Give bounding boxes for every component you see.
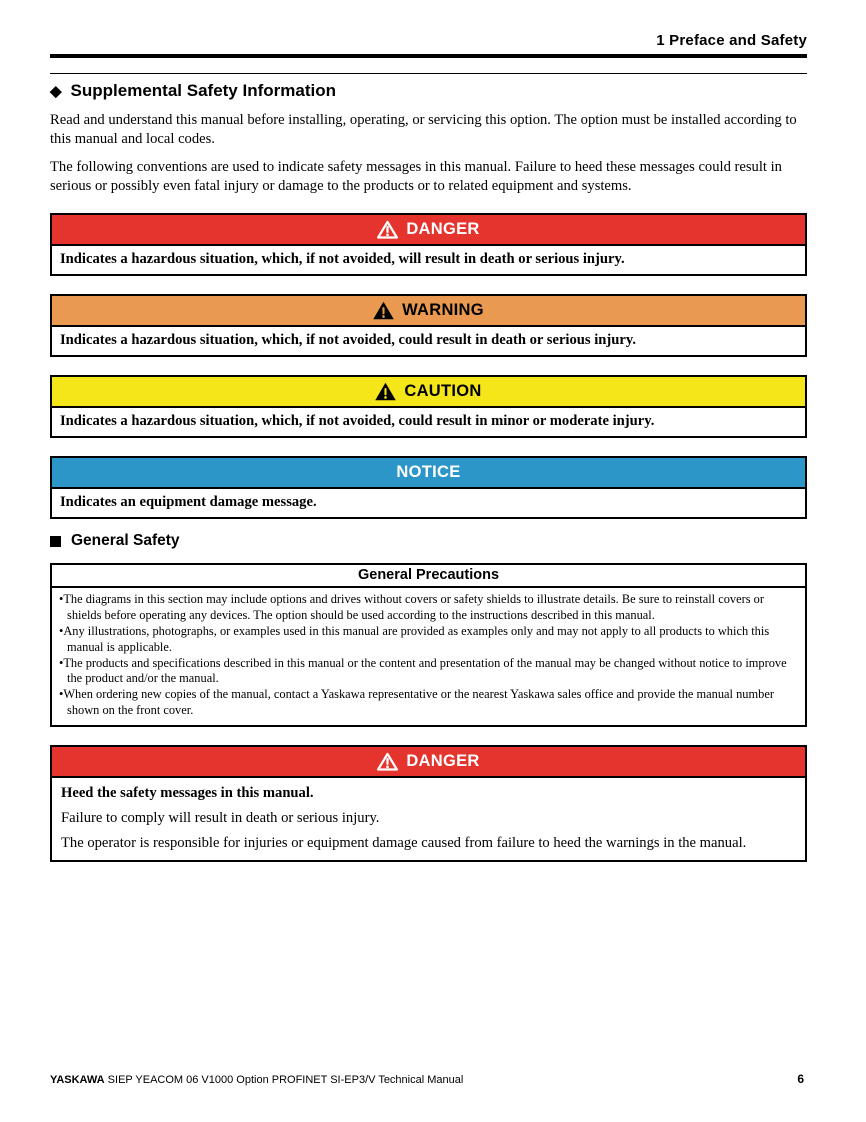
manual-title: SIEP YEACOM 06 V1000 Option PROFINET SI-EP3/V Technical Manual bbox=[107, 1074, 464, 1086]
section-top-rule bbox=[50, 73, 807, 74]
page-number: 6 bbox=[797, 1072, 804, 1086]
warning-alert-header bbox=[52, 296, 805, 327]
danger-alert-text bbox=[52, 778, 805, 860]
header-thick-rule bbox=[50, 54, 807, 58]
danger-alert-label: DANGER bbox=[406, 751, 480, 770]
notice-alert-text: Indicates an equipment damage message. bbox=[60, 494, 317, 511]
danger-alert-header bbox=[52, 747, 805, 778]
caution-alert-box bbox=[50, 375, 807, 438]
precautions-list bbox=[57, 592, 799, 718]
precaution-item: • The products and specifications described in this manual or the content and presentation of the manual may be changed without notice to improve the product and/or the manual. bbox=[57, 656, 799, 688]
caution-alert-header bbox=[52, 377, 805, 408]
page-content bbox=[50, 0, 807, 862]
danger-alert-text: Indicates a hazardous situation, which, if not avoided, will result in death or serious injury. bbox=[60, 251, 625, 268]
page-footer bbox=[50, 1072, 804, 1086]
warning-triangle-icon bbox=[373, 301, 394, 320]
caution-alert-text: Indicates a hazardous situation, which, if not avoided, could result in minor or moderate injury. bbox=[60, 413, 655, 430]
precaution-item: • When ordering new copies of the manual, contact a Yaskawa representative or the nearest Yaskawa sales office and provide the manual number shown on the front cover. bbox=[57, 687, 799, 719]
warning-alert-text: Indicates a hazardous situation, which, if not avoided, could result in death or serious injury. bbox=[60, 332, 636, 349]
precaution-item: • Any illustrations, photographs, or examples used in this manual are provided as examples only and may not apply to all products to which this manual is applicable. bbox=[57, 624, 799, 656]
caution-alert-label: CAUTION bbox=[404, 382, 482, 401]
danger-alert-label: DANGER bbox=[406, 220, 480, 239]
warning-triangle-icon bbox=[377, 220, 398, 239]
notice-alert-box bbox=[50, 456, 807, 519]
running-header bbox=[50, 0, 807, 49]
brand-name: YASKAWA bbox=[50, 1074, 105, 1086]
general-precautions-body bbox=[52, 588, 805, 724]
precaution-item: • The diagrams in this section may include options and drives without covers or safety shields to illustrate details. Be sure to reinstall covers or shields before operating any devices. The option should be used according to the instructions described in this manual. bbox=[57, 592, 799, 624]
diamond-bullet-icon: ◆ bbox=[50, 82, 62, 100]
intro-paragraph: Read and understand this manual before installing, operating, or servicing this option. The option must be installed according to this manual and local codes. bbox=[50, 112, 797, 147]
danger-detail-line: The operator is responsible for injuries or equipment damage caused from failure to heed the warnings in the manual. bbox=[61, 834, 747, 851]
notice-alert-label: NOTICE bbox=[396, 463, 461, 482]
danger-alert-box bbox=[50, 213, 807, 276]
warning-triangle-icon bbox=[375, 382, 396, 401]
general-precautions-box bbox=[50, 563, 807, 726]
general-safety-label: General Safety bbox=[71, 532, 180, 550]
square-bullet-icon bbox=[50, 536, 61, 547]
notice-alert-header bbox=[52, 458, 805, 489]
warning-alert-label: WARNING bbox=[402, 301, 484, 320]
warning-alert-box bbox=[50, 294, 807, 357]
chapter-title: 1 Preface and Safety bbox=[656, 32, 807, 49]
danger-lead-line: Heed the safety messages in this manual. bbox=[61, 784, 314, 801]
danger-alert-box bbox=[50, 745, 807, 862]
danger-detail-line: Failure to comply will result in death or serious injury. bbox=[61, 809, 380, 826]
general-precautions-title: General Precautions bbox=[52, 565, 805, 588]
intro-paragraph: The following conventions are used to indicate safety messages in this manual. Failure to heed these messages could result in serious or possibly even fatal injury or damage to the products or to related equipment and systems. bbox=[50, 159, 782, 194]
danger-alert-header bbox=[52, 215, 805, 246]
section-heading-label: Supplemental Safety Information bbox=[70, 81, 336, 100]
footer-manual-title bbox=[50, 1074, 463, 1086]
warning-triangle-icon bbox=[377, 752, 398, 771]
general-safety-heading bbox=[50, 532, 807, 550]
section-heading bbox=[50, 81, 807, 101]
